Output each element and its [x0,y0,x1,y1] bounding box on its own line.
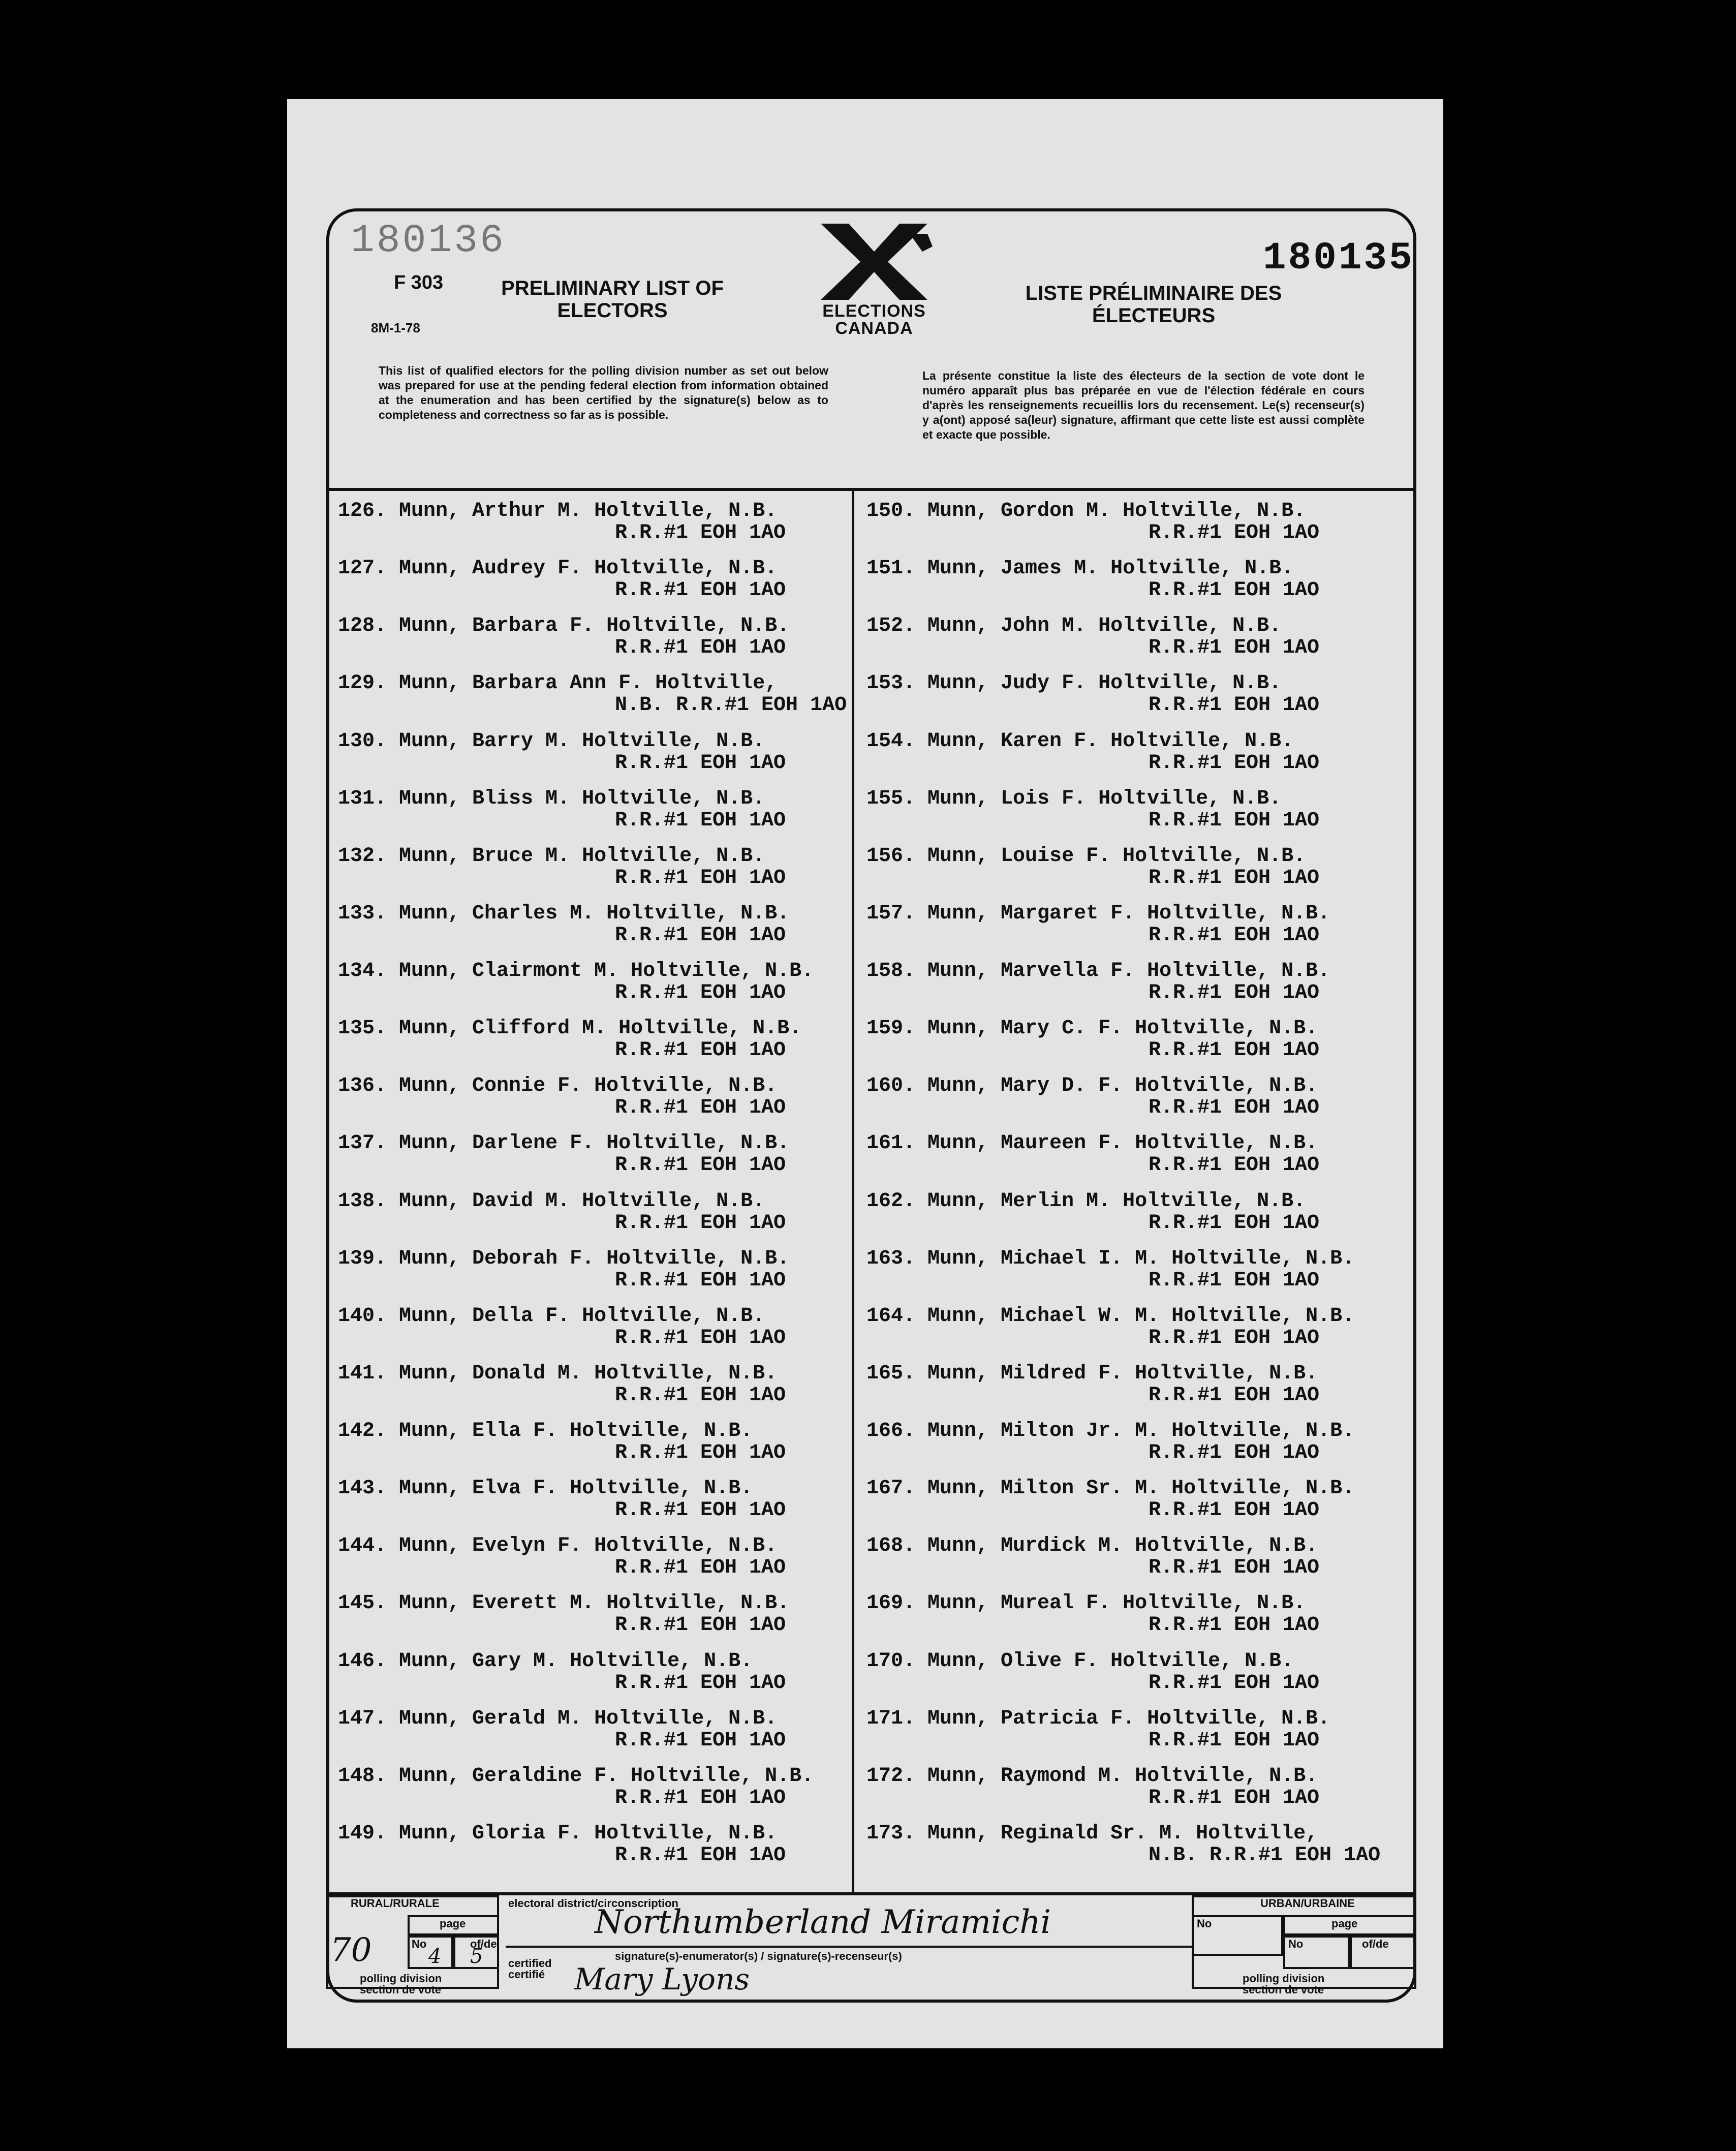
x-mark-icon [811,224,938,300]
elector-entry-line1: 156. Munn, Louise F. Holtville, N.B. [866,845,1306,868]
elector-entry-line2: R.R.#1 EOH 1AO [1149,1039,1320,1062]
elector-entry-line2: R.R.#1 EOH 1AO [615,1441,786,1464]
elector-entry-line2: R.R.#1 EOH 1AO [615,1556,786,1579]
polling-division-number: 70 [330,1931,372,1969]
elector-entry-line2: R.R.#1 EOH 1AO [1149,1672,1320,1695]
elector-entry-line2: R.R.#1 EOH 1AO [615,752,786,775]
serial-stamp-left: 180136 [351,219,506,263]
elector-entry-line1: 131. Munn, Bliss M. Holtville, N.B. [338,787,765,810]
elector-entry-line1: 167. Munn, Milton Sr. M. Holtville, N.B. [866,1477,1355,1500]
elector-entry-line1: 171. Munn, Patricia F. Holtville, N.B. [866,1707,1330,1730]
elector-entry-line1: 173. Munn, Reginald Sr. M. Holtville, [866,1822,1318,1845]
logo-text: ELECTIONS CANADA [822,301,926,338]
elector-entry-line2: R.R.#1 EOH 1AO [1149,1441,1320,1464]
elector-entry-line2: R.R.#1 EOH 1AO [1149,1154,1320,1177]
elector-entry-line2: R.R.#1 EOH 1AO [1149,1384,1320,1407]
elector-entry-line2: R.R.#1 EOH 1AO [615,1787,786,1809]
elector-entry-line1: 138. Munn, David M. Holtville, N.B. [338,1190,765,1213]
elector-entry-line1: 127. Munn, Audrey F. Holtville, N.B. [338,557,778,580]
elector-entry-line2: R.R.#1 EOH 1AO [615,1672,786,1695]
elector-entry-line1: 157. Munn, Margaret F. Holtville, N.B. [866,902,1330,925]
elector-entry-line2: R.R.#1 EOH 1AO [1149,1787,1320,1809]
signature-label: signature(s)-enumerator(s) / signature(s)-recenseur(s) [615,1950,902,1962]
elector-entry-line1: 128. Munn, Barbara F. Holtville, N.B. [338,614,790,637]
elector-entry-line1: 133. Munn, Charles M. Holtville, N.B. [338,902,790,925]
elector-entry-line1: 172. Munn, Raymond M. Holtville, N.B. [866,1765,1318,1788]
elector-entry-line2: R.R.#1 EOH 1AO [1149,1327,1320,1349]
elector-entry-line1: 130. Munn, Barry M. Holtville, N.B. [338,730,765,753]
elector-entry-line1: 126. Munn, Arthur M. Holtville, N.B. [338,500,778,523]
elector-entry-line2: R.R.#1 EOH 1AO [1149,981,1320,1004]
elector-entry-line2: R.R.#1 EOH 1AO [615,1729,786,1752]
urban-no2-label: No [1288,1938,1304,1950]
elections-canada-logo [805,224,943,341]
elector-entry-line1: 129. Munn, Barbara Ann F. Holtville, [338,672,778,695]
elector-entry-line2: R.R.#1 EOH 1AO [1149,1729,1320,1752]
form-date: 8M-1-78 [371,320,420,335]
elector-entry-line2: R.R.#1 EOH 1AO [1149,1212,1320,1235]
elector-entry-line1: 159. Munn, Mary C. F. Holtville, N.B. [866,1017,1318,1040]
elector-entry-line1: 132. Munn, Bruce M. Holtville, N.B. [338,845,765,868]
elector-entry-line2: R.R.#1 EOH 1AO [615,636,786,659]
elector-entry-line1: 140. Munn, Della F. Holtville, N.B. [338,1305,765,1328]
polling-label-rural: polling division section de vote [360,1972,442,1996]
elector-entry-line1: 137. Munn, Darlene F. Holtville, N.B. [338,1132,790,1155]
elector-entry-line1: 146. Munn, Gary M. Holtville, N.B. [338,1650,753,1673]
district-label: electoral district/circonscription [508,1897,678,1910]
page-label: page [440,1917,466,1930]
elector-entry-line1: 150. Munn, Gordon M. Holtville, N.B. [866,500,1306,523]
elector-entry-line2: R.R.#1 EOH 1AO [615,521,786,544]
urban-label: URBAN/URBAINE [1260,1897,1355,1910]
elector-entry-line1: 142. Munn, Ella F. Holtville, N.B. [338,1420,753,1442]
elector-entry-line2: R.R.#1 EOH 1AO [1149,579,1320,602]
elector-entry-line1: 155. Munn, Lois F. Holtville, N.B. [866,787,1282,810]
elector-entry-line2: R.R.#1 EOH 1AO [615,1499,786,1522]
page-total: 5 [470,1945,483,1968]
title-english: PRELIMINARY LIST OF ELECTORS [501,277,724,322]
district-underline [506,1946,1192,1948]
elector-entry-line1: 170. Munn, Olive F. Holtville, N.B. [866,1650,1294,1673]
elector-entry-line2: R.R.#1 EOH 1AO [1149,1269,1320,1292]
elector-entry-line2: R.R.#1 EOH 1AO [1149,1499,1320,1522]
elector-entry-line1: 148. Munn, Geraldine F. Holtville, N.B. [338,1765,814,1788]
enumerator-signature: Mary Lyons [574,1962,750,1996]
elector-entry-line2: R.R.#1 EOH 1AO [1149,924,1320,947]
title-french: LISTE PRÉLIMINAIRE DES ÉLECTEURS [1025,282,1282,327]
elector-entry-line1: 163. Munn, Michael I. M. Holtville, N.B. [866,1247,1355,1270]
elector-entry-line2: R.R.#1 EOH 1AO [1149,1556,1320,1579]
elector-entry-line1: 153. Munn, Judy F. Holtville, N.B. [866,672,1282,695]
elector-entry-line1: 149. Munn, Gloria F. Holtville, N.B. [338,1822,778,1845]
elector-entry-line2: R.R.#1 EOH 1AO [1149,521,1320,544]
serial-stamp-right: 180135 [1263,236,1414,280]
elector-entry-line1: 143. Munn, Elva F. Holtville, N.B. [338,1477,753,1500]
elector-entry-line1: 152. Munn, John M. Holtville, N.B. [866,614,1282,637]
elector-entry-line2: R.R.#1 EOH 1AO [615,1384,786,1407]
elector-entry-line1: 162. Munn, Merlin M. Holtville, N.B. [866,1190,1306,1213]
elector-entry-line2: R.R.#1 EOH 1AO [615,1096,786,1119]
elector-entry-line1: 151. Munn, James M. Holtville, N.B. [866,557,1294,580]
elector-entry-line2: R.R.#1 EOH 1AO [615,1844,786,1867]
elector-entry-line2: R.R.#1 EOH 1AO [1149,1614,1320,1637]
elector-entry-line1: 136. Munn, Connie F. Holtville, N.B. [338,1074,778,1097]
form-number: F 303 [394,272,444,293]
elector-entry-line1: 139. Munn, Deborah F. Holtville, N.B. [338,1247,790,1270]
elector-entry-line2: R.R.#1 EOH 1AO [1149,1096,1320,1119]
elector-entry-line1: 135. Munn, Clifford M. Holtville, N.B. [338,1017,802,1040]
elector-entry-line1: 165. Munn, Mildred F. Holtville, N.B. [866,1362,1318,1385]
elector-entry-line2: R.R.#1 EOH 1AO [615,1614,786,1637]
elector-entry-line1: 168. Munn, Murdick M. Holtville, N.B. [866,1534,1318,1557]
certified-label: certified certifié [508,1957,552,1981]
elector-entry-line1: 158. Munn, Marvella F. Holtville, N.B. [866,960,1330,982]
urban-no-label: No [1197,1917,1212,1930]
header-divider [326,488,1416,491]
elector-entry-line2: R.R.#1 EOH 1AO [615,1154,786,1177]
elector-entry-line2: R.R.#1 EOH 1AO [1149,636,1320,659]
intro-text-french: La présente constitue la liste des électeurs de la section de vote dont le numéro apparaît plus bas préparée en vue de l'élection fédérale en cours d'après les renseignements recueillis lors du recensement. Le(s) recenseur(s) y a(ont) apposé sa(leur) signature, affirmant que cette liste est aussi complète et exacte que possible. [922,369,1365,441]
elector-entry-line2: R.R.#1 EOH 1AO [615,1212,786,1235]
elector-entry-line1: 147. Munn, Gerald M. Holtville, N.B. [338,1707,778,1730]
elector-entry-line2: R.R.#1 EOH 1AO [1149,867,1320,889]
urban-page-label: page [1331,1917,1358,1930]
elector-entry-line1: 134. Munn, Clairmont M. Holtville, N.B. [338,960,814,982]
elector-entry-line2: R.R.#1 EOH 1AO [615,867,786,889]
elector-entry-line1: 161. Munn, Maureen F. Holtville, N.B. [866,1132,1318,1155]
page-number: 4 [428,1945,442,1968]
elector-entry-line1: 169. Munn, Mureal F. Holtville, N.B. [866,1592,1306,1615]
elector-entry-line2: R.R.#1 EOH 1AO [1149,752,1320,775]
district-value: Northumberland Miramichi [595,1903,1051,1941]
elector-entry-line1: 160. Munn, Mary D. F. Holtville, N.B. [866,1074,1318,1097]
polling-label-urban: polling division section de vote [1243,1972,1325,1996]
elector-entry-line2: R.R.#1 EOH 1AO [615,1269,786,1292]
elector-entry-line2: R.R.#1 EOH 1AO [1149,809,1320,832]
elector-entry-line1: 154. Munn, Karen F. Holtville, N.B. [866,730,1294,753]
elector-entry-line2: N.B. R.R.#1 EOH 1AO [615,694,847,717]
elector-entry-line1: 166. Munn, Milton Jr. M. Holtville, N.B. [866,1420,1355,1442]
elector-entry-line2: R.R.#1 EOH 1AO [615,1039,786,1062]
intro-text-english: This list of qualified electors for the polling division number as set out below was prepared for use at the pending federal election from information obtained at the enumeration and has been certified by the signature(s) below as to completeness and correctness so far as is possible. [379,364,828,421]
elector-entry-line1: 145. Munn, Everett M. Holtville, N.B. [338,1592,790,1615]
elector-entry-line2: R.R.#1 EOH 1AO [1149,694,1320,717]
ofde-label: of/de [470,1938,497,1950]
elector-entry-line2: R.R.#1 EOH 1AO [615,579,786,602]
elector-entry-line2: R.R.#1 EOH 1AO [615,1327,786,1349]
rural-label: RURAL/RURALE [351,1897,440,1910]
elector-entry-line2: R.R.#1 EOH 1AO [615,809,786,832]
elector-entry-line2: N.B. R.R.#1 EOH 1AO [1149,1844,1381,1867]
elector-entry-line2: R.R.#1 EOH 1AO [615,924,786,947]
column-divider [852,491,854,1892]
no-label: No [412,1938,427,1950]
elector-entry-line1: 164. Munn, Michael W. M. Holtville, N.B. [866,1305,1355,1328]
elector-entry-line1: 141. Munn, Donald M. Holtville, N.B. [338,1362,778,1385]
elector-entry-line2: R.R.#1 EOH 1AO [615,981,786,1004]
urban-ofde-label: of/de [1362,1938,1389,1950]
elector-entry-line1: 144. Munn, Evelyn F. Holtville, N.B. [338,1534,778,1557]
